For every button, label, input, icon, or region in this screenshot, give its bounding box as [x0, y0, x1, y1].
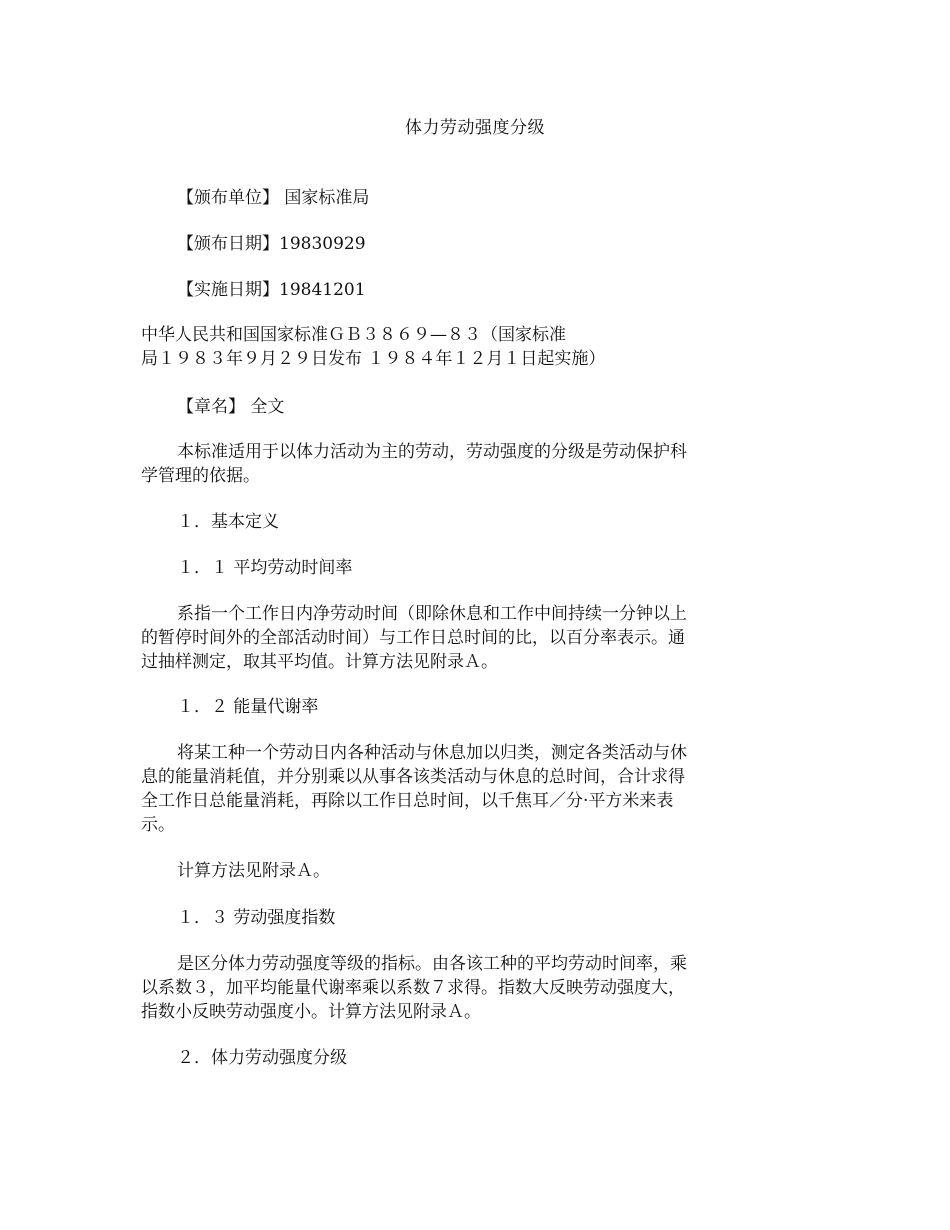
paragraph-line: 指数小反映劳动强度小。计算方法见附录Ａ。 [141, 1002, 481, 1022]
section-heading-text: １．１ 平均劳动时间率 [177, 558, 353, 578]
paragraph-line: 计算方法见附录Ａ。 [177, 861, 330, 881]
paragraph-line: 系指一个工作日内净劳动时间（即除休息和工作中间持续一分钟以上 [177, 604, 687, 624]
section-heading-text: １．基本定义 [177, 512, 279, 532]
paragraph-line: 的暂停时间外的全部活动时间）与工作日总时间的比，以百分率表示。通 [141, 628, 685, 648]
issuer-line [141, 186, 741, 210]
section-heading-text: １．２ 能量代谢率 [177, 697, 319, 717]
section-1-3-heading [141, 906, 741, 930]
section-heading-text: １．３ 劳动强度指数 [177, 908, 336, 928]
paragraph-line: 息的能量消耗值，并分别乘以从事各该类活动与休息的总时间，合计求得 [141, 767, 685, 787]
section-1-2-heading [141, 695, 741, 719]
chapter-text: 【章名】 全文 [177, 397, 285, 417]
section-1-1-heading [141, 556, 741, 580]
paragraph-line: 将某工种一个劳动日内各种活动与休息加以归类，测定各类活动与休 [177, 743, 687, 763]
paragraph-line: 学管理的依据。 [141, 466, 260, 486]
section-1-2-note [141, 859, 741, 883]
standard-paragraph [141, 323, 741, 371]
paragraph-line: 示。 [141, 815, 175, 835]
paragraph-line: 以系数３，加平均能量代谢率乘以系数７求得。指数大反映劳动强度大， [141, 978, 685, 998]
paragraph-line: 本标准适用于以体力活动为主的劳动，劳动强度的分级是劳动保护科 [177, 442, 687, 462]
standard-line: 局１９８３年９月２９日发布 １９８４年１２月１日起实施） [141, 349, 606, 369]
section-1-heading [141, 510, 741, 534]
paragraph-line: 是区分体力劳动强度等级的指标。由各该工种的平均劳动时间率，乘 [177, 954, 687, 974]
section-2-heading [141, 1046, 741, 1070]
issue-date-text: 【颁布日期】19830929 [177, 234, 366, 254]
section-1-1-paragraph [141, 602, 741, 674]
intro-paragraph [141, 440, 741, 488]
standard-line: 中华人民共和国国家标准ＧＢ３８６９—８３（国家标准 [141, 325, 566, 345]
section-1-3-paragraph [141, 952, 741, 1024]
section-1-2-paragraph [141, 741, 741, 837]
issue-date-line [141, 232, 741, 256]
paragraph-line: 过抽样测定，取其平均值。计算方法见附录Ａ。 [141, 652, 498, 672]
chapter-line [141, 395, 741, 419]
section-heading-text: ２．体力劳动强度分级 [177, 1048, 347, 1068]
effective-date-text: 【实施日期】19841201 [177, 280, 366, 300]
effective-date-line [141, 278, 741, 302]
document-title: 体力劳动强度分级 [405, 118, 545, 138]
issuer-text: 【颁布单位】 国家标准局 [177, 188, 370, 208]
paragraph-line: 全工作日总能量消耗，再除以工作日总时间，以千焦耳／分·平方米来表 [141, 791, 674, 811]
